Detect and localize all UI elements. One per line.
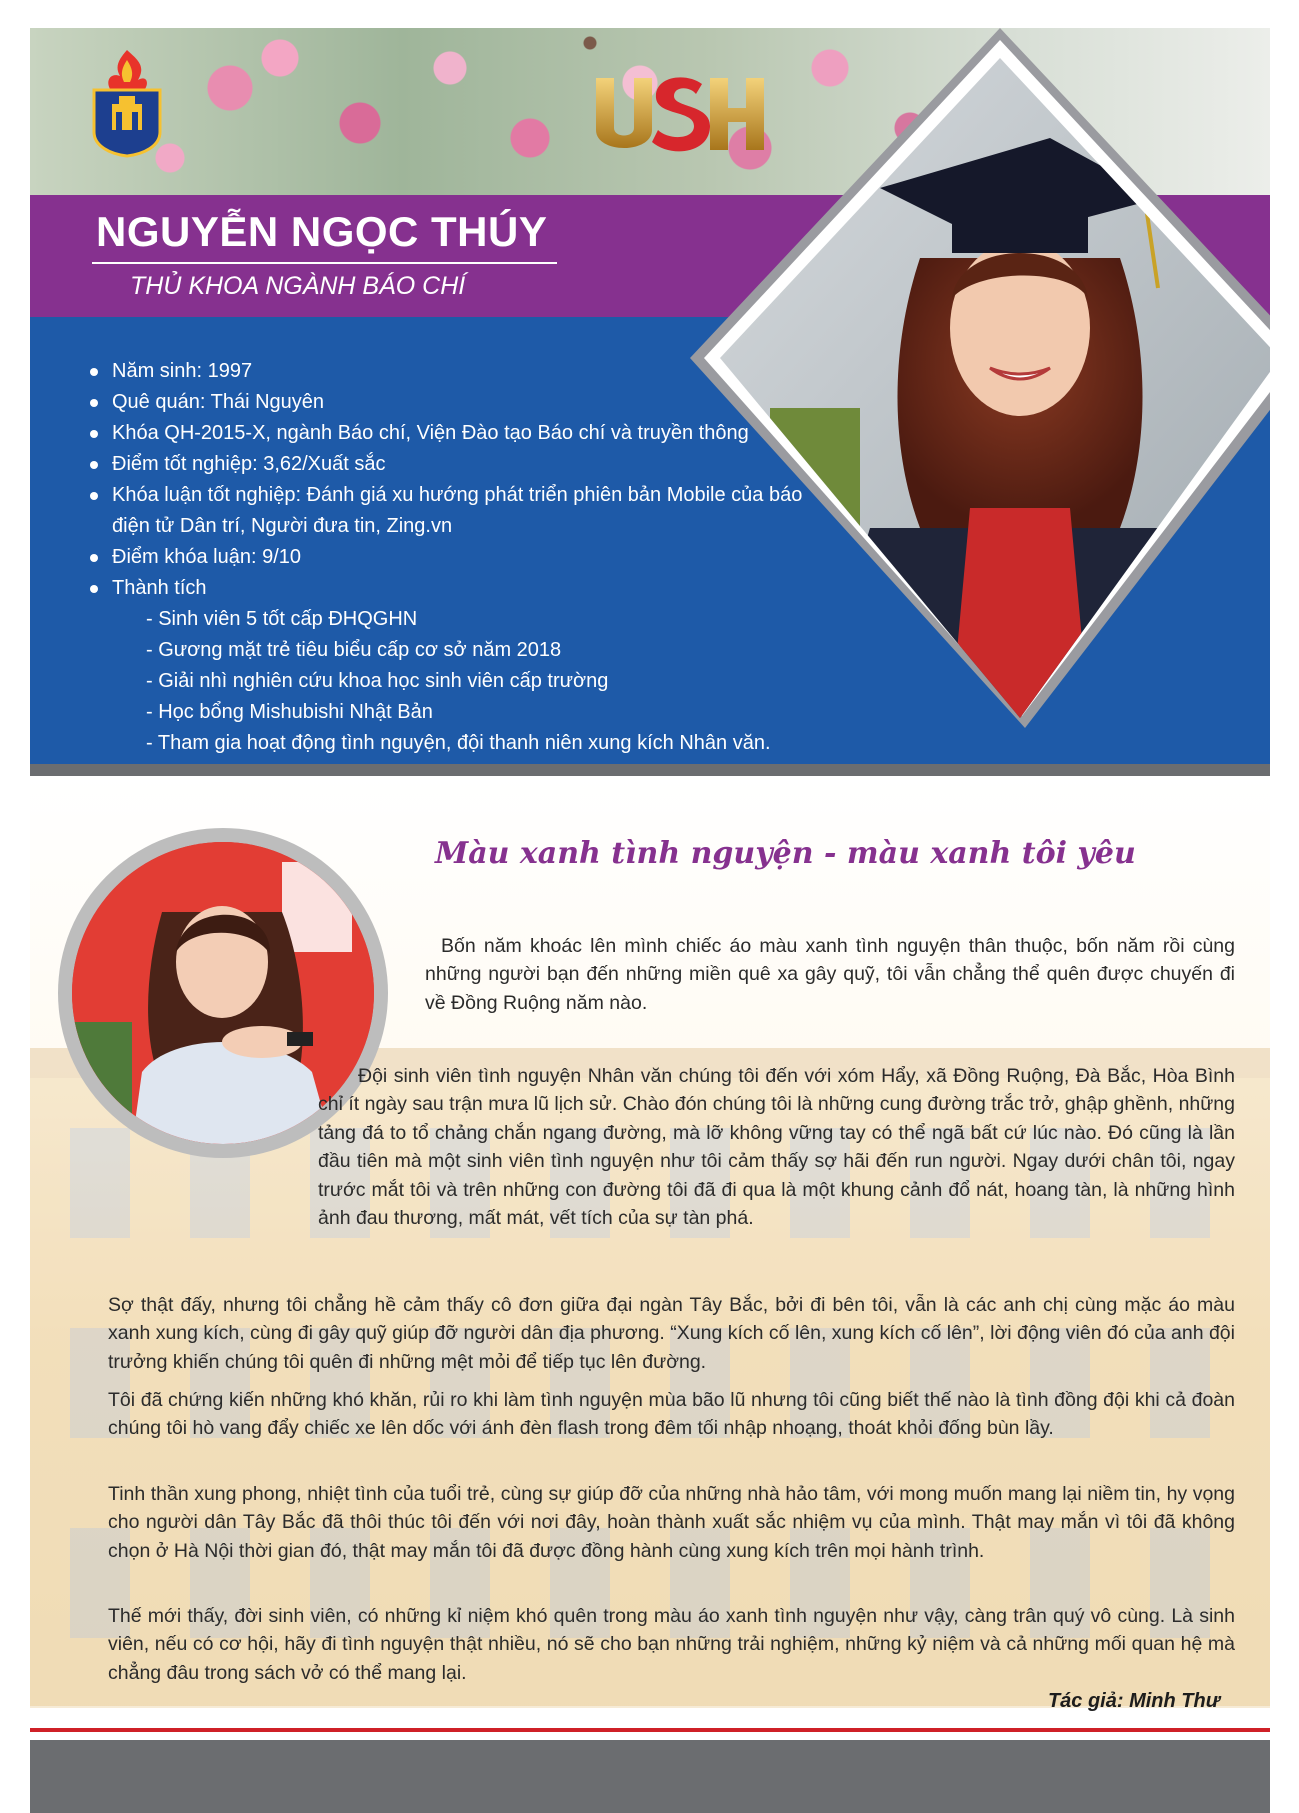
footer-band [30, 1740, 1270, 1813]
article-author: Tác giả: Minh Thư [1047, 1690, 1220, 1712]
list-item: Thành tích [88, 573, 848, 604]
student-title: THỦ KHOA NGÀNH BÁO CHÍ [130, 272, 466, 300]
list-item: Điểm tốt nghiệp: 3,62/Xuất sắc [88, 449, 848, 480]
university-logo [86, 46, 168, 158]
article-paragraph: Bốn năm khoác lên mình chiếc áo màu xanh tình nguyện thân thuộc, bốn năm rồi cùng những người bạn đến những miền quê xa gây quỹ, tôi vẫn chẳng thể quên được chuyến đi về Đồng Ruộng năm nào. [425, 934, 1235, 1014]
list-item: Khóa QH-2015-X, ngành Báo chí, Viện Đào tạo Báo chí và truyền thông [88, 418, 848, 449]
list-item-continuation: điện tử Dân trí, Người đưa tin, Zing.vn [112, 515, 453, 537]
profile-list [88, 356, 848, 759]
list-item: Điểm khóa luận: 9/10 [88, 542, 848, 573]
name-underline [92, 262, 557, 264]
achievement-item: - Giải nhì nghiên cứu khoa học sinh viên cấp trường [88, 666, 848, 697]
achievement-item: - Gương mặt trẻ tiêu biểu cấp cơ sở năm 2018 [88, 635, 848, 666]
footer-red-line [30, 1728, 1270, 1732]
article-paragraph: Tinh thần xung phong, nhiệt tình của tuổi trẻ, cùng sự giúp đỡ của những nhà hảo tâm, với mong muốn mang lại niềm tin, hy vọng cho người dân Tây Bắc đã thôi thúc tôi đến với nơi đây, hoàn thành xuất sắc nhiệm vụ của mình. Thật may mắn vì tôi đã không chọn ở Hà Nội thời gian đó, thật may mắn tôi đã được đồng hành cùng xung kích trên mọi hành trình. [108, 1482, 1235, 1562]
achievement-item: - Học bổng Mishubishi Nhật Bản [88, 697, 848, 728]
article-paragraph: Đội sinh viên tình nguyện Nhân văn chúng tôi đến với xóm Hẩy, xã Đồng Ruộng, Đà Bắc, Hòa Bình chỉ ít ngày sau trận mưa lũ lịch sử. Chào đón chúng tôi là những cung đường trắc trở, ghập ghềnh, những tảng đá to tổ chảng chắn ngang đường, mà lỡ không vững tay có thể ngã bất cứ lúc nào. Đó cũng là lần đầu tiên mà một sinh viên tình nguyện như tôi cảm thấy sợ hãi đến run người. Ngay dưới chân tôi, ngay trước mắt tôi và trên những con đường tôi đã đi qua là một khung cảnh đổ nát, hoang tàn, là những hình ảnh đau thương, mất mát, vết tích của sự tàn phá. [318, 1064, 1235, 1230]
student-name: NGUYỄN NGỌC THÚY [96, 208, 548, 255]
article-paragraph: Tôi đã chứng kiến những khó khăn, rủi ro khi làm tình nguyện mùa bão lũ nhưng tôi cũng biết thế nào là tình đồng đội khi cả đoàn chúng tôi hò vang đẩy chiếc xe lên dốc với ánh đèn flash trong đêm tối nhập nhoạng, thoát khỏi đống bùn lầy. [108, 1388, 1235, 1440]
divider-stripe [30, 764, 1270, 776]
list-item: Năm sinh: 1997 [88, 356, 848, 387]
list-item: Khóa luận tốt nghiệp: Đánh giá xu hướng phát triển phiên bản Mobile của báo [88, 480, 848, 511]
achievement-item: - Tham gia hoạt động tình nguyện, đội thanh niên xung kích Nhân văn. [88, 728, 848, 759]
article-paragraph: Thế mới thấy, đời sinh viên, có những kỉ niệm khó quên trong màu áo xanh tình nguyện như vậy, càng trân quý vô cùng. Là sinh viên, nếu có cơ hội, hãy đi tình nguyện thật nhiều, nó sẽ cho bạn những trải nghiệm, những kỷ niệm và cả những mối quan hệ mà chẳng đâu trong sách vở có thể mang lại. [108, 1604, 1235, 1684]
article-paragraph: Sợ thật đấy, nhưng tôi chẳng hề cảm thấy cô đơn giữa đại ngàn Tây Bắc, bởi đi bên tôi, vẫn là các anh chị cùng mặc áo màu xanh xung kích, cùng đi gây quỹ giúp đỡ người dân địa phương. “Xung kích cố lên, xung kích cố lên”, lời động viên đó của anh đội trưởng khiến chúng tôi quên đi những mệt mỏi để tiếp tục lên đường. [108, 1293, 1235, 1373]
achievement-item: - Sinh viên 5 tốt cấp ĐHQGHN [88, 604, 848, 635]
profile-page [30, 28, 1270, 1813]
article-title: Màu xanh tình nguyện - màu xanh tôi yêu [435, 836, 1136, 871]
list-item: Quê quán: Thái Nguyên [88, 387, 848, 418]
